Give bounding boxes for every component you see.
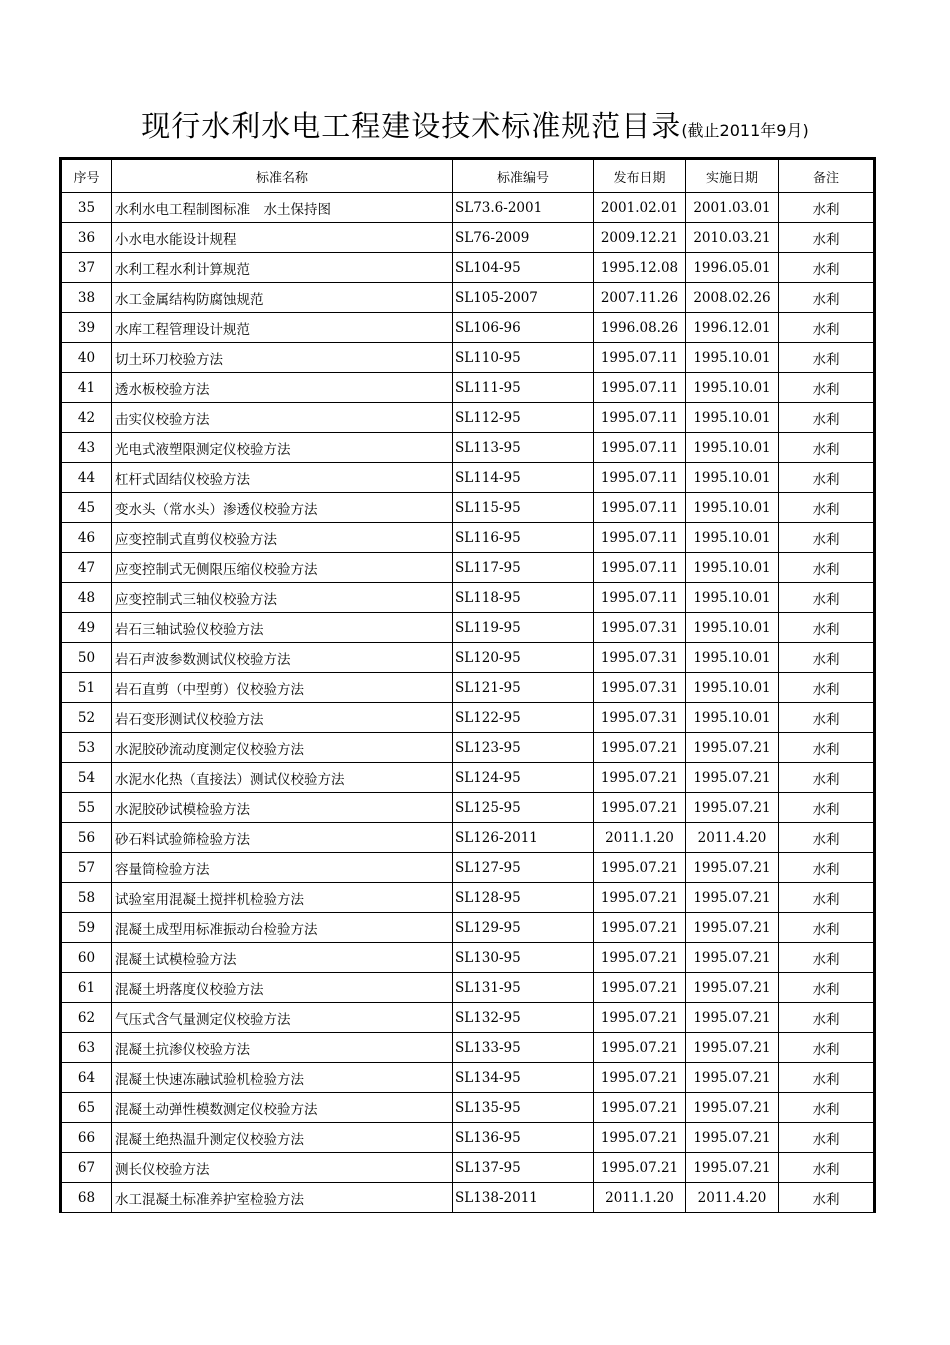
table-row xyxy=(61,583,875,613)
cell-published: 1995.07.21 xyxy=(594,1153,686,1183)
table-header xyxy=(61,159,875,193)
table-row xyxy=(61,343,875,373)
cell-no: 38 xyxy=(61,283,112,313)
cell-no: 64 xyxy=(61,1063,112,1093)
table-row xyxy=(61,733,875,763)
cell-name: 水利水电工程制图标准 水土保持图 xyxy=(112,193,453,223)
cell-no: 35 xyxy=(61,193,112,223)
cell-name: 水利工程水利计算规范 xyxy=(112,253,453,283)
cell-code: SL127-95 xyxy=(453,853,594,883)
cell-implemented: 1995.07.21 xyxy=(686,943,779,973)
cell-code: SL130-95 xyxy=(453,943,594,973)
cell-name: 击实仪校验方法 xyxy=(112,403,453,433)
table-row xyxy=(61,1033,875,1063)
cell-implemented: 1995.10.01 xyxy=(686,373,779,403)
cell-implemented: 2010.03.21 xyxy=(686,223,779,253)
table-row xyxy=(61,763,875,793)
cell-implemented: 1995.07.21 xyxy=(686,763,779,793)
table-row xyxy=(61,1123,875,1153)
cell-published: 1995.07.21 xyxy=(594,883,686,913)
cell-code: SL112-95 xyxy=(453,403,594,433)
cell-published: 1995.07.11 xyxy=(594,463,686,493)
cell-note: 水利 xyxy=(779,1183,875,1213)
cell-note: 水利 xyxy=(779,613,875,643)
cell-name: 岩石声波参数测试仪校验方法 xyxy=(112,643,453,673)
cell-note: 水利 xyxy=(779,193,875,223)
cell-code: SL73.6-2001 xyxy=(453,193,594,223)
header-implemented: 实施日期 xyxy=(686,159,779,193)
cell-name: 测长仪校验方法 xyxy=(112,1153,453,1183)
cell-published: 1995.07.21 xyxy=(594,733,686,763)
cell-note: 水利 xyxy=(779,913,875,943)
cell-note: 水利 xyxy=(779,1063,875,1093)
cell-name: 变水头（常水头）渗透仪校验方法 xyxy=(112,493,453,523)
cell-published: 1995.07.11 xyxy=(594,523,686,553)
cell-published: 1995.07.21 xyxy=(594,973,686,1003)
cell-code: SL135-95 xyxy=(453,1093,594,1123)
cell-published: 1995.07.11 xyxy=(594,493,686,523)
table-row xyxy=(61,883,875,913)
cell-published: 1995.07.31 xyxy=(594,613,686,643)
cell-name: 水工混凝土标准养护室检验方法 xyxy=(112,1183,453,1213)
cell-no: 37 xyxy=(61,253,112,283)
cell-code: SL131-95 xyxy=(453,973,594,1003)
cell-code: SL134-95 xyxy=(453,1063,594,1093)
cell-name: 容量筒检验方法 xyxy=(112,853,453,883)
cell-published: 1995.07.21 xyxy=(594,793,686,823)
cell-code: SL133-95 xyxy=(453,1033,594,1063)
cell-published: 2011.1.20 xyxy=(594,1183,686,1213)
cell-note: 水利 xyxy=(779,1123,875,1153)
cell-code: SL137-95 xyxy=(453,1153,594,1183)
cell-published: 1995.07.21 xyxy=(594,1093,686,1123)
cell-implemented: 1995.07.21 xyxy=(686,1003,779,1033)
cell-implemented: 1995.07.21 xyxy=(686,913,779,943)
cell-published: 2007.11.26 xyxy=(594,283,686,313)
cell-published: 1995.07.31 xyxy=(594,643,686,673)
cell-name: 应变控制式三轴仪校验方法 xyxy=(112,583,453,613)
cell-no: 62 xyxy=(61,1003,112,1033)
cell-name: 水工金属结构防腐蚀规范 xyxy=(112,283,453,313)
cell-note: 水利 xyxy=(779,1033,875,1063)
cell-implemented: 1995.07.21 xyxy=(686,1153,779,1183)
header-code: 标准编号 xyxy=(453,159,594,193)
cell-implemented: 1995.07.21 xyxy=(686,1093,779,1123)
table-row xyxy=(61,703,875,733)
cell-implemented: 1995.07.21 xyxy=(686,883,779,913)
header-name: 标准名称 xyxy=(112,159,453,193)
cell-code: SL117-95 xyxy=(453,553,594,583)
cell-name: 混凝土试模检验方法 xyxy=(112,943,453,973)
cell-name: 应变控制式无侧限压缩仪校验方法 xyxy=(112,553,453,583)
cell-published: 2009.12.21 xyxy=(594,223,686,253)
table-row xyxy=(61,853,875,883)
cell-code: SL114-95 xyxy=(453,463,594,493)
header-row xyxy=(61,159,875,193)
cell-published: 1995.07.21 xyxy=(594,1123,686,1153)
cell-no: 60 xyxy=(61,943,112,973)
cell-note: 水利 xyxy=(779,853,875,883)
cell-no: 36 xyxy=(61,223,112,253)
cell-name: 试验室用混凝土搅拌机检验方法 xyxy=(112,883,453,913)
cell-implemented: 1995.10.01 xyxy=(686,463,779,493)
cell-published: 1995.07.31 xyxy=(594,673,686,703)
table-row xyxy=(61,223,875,253)
cell-code: SL118-95 xyxy=(453,583,594,613)
cell-implemented: 1995.10.01 xyxy=(686,493,779,523)
cell-code: SL129-95 xyxy=(453,913,594,943)
cell-note: 水利 xyxy=(779,763,875,793)
cell-note: 水利 xyxy=(779,313,875,343)
table-row xyxy=(61,523,875,553)
table-row xyxy=(61,373,875,403)
cell-name: 气压式含气量测定仪校验方法 xyxy=(112,1003,453,1033)
cell-implemented: 1996.12.01 xyxy=(686,313,779,343)
cell-no: 49 xyxy=(61,613,112,643)
cell-published: 1995.07.21 xyxy=(594,853,686,883)
cell-name: 透水板校验方法 xyxy=(112,373,453,403)
table-row xyxy=(61,433,875,463)
cell-note: 水利 xyxy=(779,553,875,583)
cell-code: SL126-2011 xyxy=(453,823,594,853)
cell-no: 67 xyxy=(61,1153,112,1183)
table-row xyxy=(61,943,875,973)
cell-published: 1995.07.21 xyxy=(594,943,686,973)
cell-note: 水利 xyxy=(779,823,875,853)
cell-no: 65 xyxy=(61,1093,112,1123)
table-row xyxy=(61,673,875,703)
cell-note: 水利 xyxy=(779,703,875,733)
cell-note: 水利 xyxy=(779,583,875,613)
table-row xyxy=(61,1183,875,1213)
cell-published: 1995.12.08 xyxy=(594,253,686,283)
cell-implemented: 1995.07.21 xyxy=(686,853,779,883)
cell-implemented: 2011.4.20 xyxy=(686,823,779,853)
cell-implemented: 1996.05.01 xyxy=(686,253,779,283)
cell-code: SL110-95 xyxy=(453,343,594,373)
cell-code: SL120-95 xyxy=(453,643,594,673)
cell-implemented: 1995.07.21 xyxy=(686,1123,779,1153)
cell-published: 1995.07.21 xyxy=(594,1003,686,1033)
cell-note: 水利 xyxy=(779,793,875,823)
cell-name: 切土环刀校验方法 xyxy=(112,343,453,373)
cell-note: 水利 xyxy=(779,343,875,373)
cell-published: 2001.02.01 xyxy=(594,193,686,223)
cell-name: 混凝土坍落度仪校验方法 xyxy=(112,973,453,1003)
table-row xyxy=(61,793,875,823)
cell-code: SL106-96 xyxy=(453,313,594,343)
cell-no: 56 xyxy=(61,823,112,853)
table-row xyxy=(61,1003,875,1033)
table-row xyxy=(61,973,875,1003)
table-row xyxy=(61,643,875,673)
cell-published: 2011.1.20 xyxy=(594,823,686,853)
cell-code: SL122-95 xyxy=(453,703,594,733)
cell-name: 砂石料试验筛检验方法 xyxy=(112,823,453,853)
cell-name: 混凝土绝热温升测定仪校验方法 xyxy=(112,1123,453,1153)
cell-name: 应变控制式直剪仪校验方法 xyxy=(112,523,453,553)
cell-published: 1995.07.21 xyxy=(594,913,686,943)
table-row xyxy=(61,313,875,343)
cell-implemented: 1995.10.01 xyxy=(686,523,779,553)
cell-note: 水利 xyxy=(779,403,875,433)
table-row xyxy=(61,823,875,853)
cell-implemented: 1995.10.01 xyxy=(686,343,779,373)
cell-published: 1995.07.21 xyxy=(594,1063,686,1093)
cell-no: 52 xyxy=(61,703,112,733)
cell-no: 61 xyxy=(61,973,112,1003)
title-main: 现行水利水电工程建设技术标准规范目录 xyxy=(141,109,682,143)
cell-implemented: 1995.10.01 xyxy=(686,673,779,703)
cell-published: 1995.07.11 xyxy=(594,433,686,463)
cell-no: 63 xyxy=(61,1033,112,1063)
cell-name: 混凝土抗渗仪校验方法 xyxy=(112,1033,453,1063)
cell-note: 水利 xyxy=(779,223,875,253)
cell-name: 小水电水能设计规程 xyxy=(112,223,453,253)
cell-note: 水利 xyxy=(779,253,875,283)
cell-code: SL125-95 xyxy=(453,793,594,823)
header-no: 序号 xyxy=(61,159,112,193)
cell-name: 岩石直剪（中型剪）仪校验方法 xyxy=(112,673,453,703)
cell-published: 1995.07.21 xyxy=(594,1033,686,1063)
cell-note: 水利 xyxy=(779,1093,875,1123)
cell-code: SL76-2009 xyxy=(453,223,594,253)
cell-name: 水泥水化热（直接法）测试仪校验方法 xyxy=(112,763,453,793)
table-row xyxy=(61,253,875,283)
cell-note: 水利 xyxy=(779,1153,875,1183)
cell-note: 水利 xyxy=(779,523,875,553)
cell-implemented: 1995.10.01 xyxy=(686,613,779,643)
cell-published: 1996.08.26 xyxy=(594,313,686,343)
cell-no: 42 xyxy=(61,403,112,433)
cell-no: 46 xyxy=(61,523,112,553)
table-row xyxy=(61,913,875,943)
cell-code: SL132-95 xyxy=(453,1003,594,1033)
cell-published: 1995.07.11 xyxy=(594,343,686,373)
cell-implemented: 1995.07.21 xyxy=(686,793,779,823)
cell-note: 水利 xyxy=(779,733,875,763)
cell-no: 58 xyxy=(61,883,112,913)
cell-implemented: 2008.02.26 xyxy=(686,283,779,313)
cell-note: 水利 xyxy=(779,643,875,673)
cell-no: 45 xyxy=(61,493,112,523)
cell-no: 59 xyxy=(61,913,112,943)
table-body xyxy=(61,193,875,1213)
cell-implemented: 1995.10.01 xyxy=(686,553,779,583)
cell-no: 66 xyxy=(61,1123,112,1153)
cell-no: 51 xyxy=(61,673,112,703)
table-row xyxy=(61,193,875,223)
table-row xyxy=(61,553,875,583)
cell-name: 水泥胶砂试模检验方法 xyxy=(112,793,453,823)
cell-implemented: 1995.10.01 xyxy=(686,703,779,733)
cell-no: 57 xyxy=(61,853,112,883)
cell-note: 水利 xyxy=(779,943,875,973)
cell-code: SL138-2011 xyxy=(453,1183,594,1213)
standards-table-container xyxy=(59,157,873,1213)
cell-note: 水利 xyxy=(779,463,875,493)
cell-name: 混凝土成型用标准振动台检验方法 xyxy=(112,913,453,943)
cell-published: 1995.07.31 xyxy=(594,703,686,733)
cell-note: 水利 xyxy=(779,673,875,703)
cell-no: 40 xyxy=(61,343,112,373)
cell-name: 混凝土动弹性模数测定仪校验方法 xyxy=(112,1093,453,1123)
table-row xyxy=(61,1093,875,1123)
cell-no: 39 xyxy=(61,313,112,343)
cell-name: 杠杆式固结仪校验方法 xyxy=(112,463,453,493)
cell-code: SL119-95 xyxy=(453,613,594,643)
cell-implemented: 2011.4.20 xyxy=(686,1183,779,1213)
cell-code: SL115-95 xyxy=(453,493,594,523)
cell-name: 岩石变形测试仪校验方法 xyxy=(112,703,453,733)
cell-implemented: 1995.10.01 xyxy=(686,433,779,463)
cell-code: SL116-95 xyxy=(453,523,594,553)
cell-note: 水利 xyxy=(779,973,875,1003)
cell-note: 水利 xyxy=(779,433,875,463)
page-title xyxy=(0,104,950,145)
cell-note: 水利 xyxy=(779,1003,875,1033)
cell-note: 水利 xyxy=(779,493,875,523)
cell-implemented: 1995.07.21 xyxy=(686,1033,779,1063)
title-subtitle: (截止2011年9月) xyxy=(681,121,809,140)
cell-published: 1995.07.11 xyxy=(594,403,686,433)
table-row xyxy=(61,403,875,433)
header-note: 备注 xyxy=(779,159,875,193)
cell-note: 水利 xyxy=(779,283,875,313)
cell-note: 水利 xyxy=(779,883,875,913)
cell-no: 68 xyxy=(61,1183,112,1213)
table-row xyxy=(61,1153,875,1183)
cell-implemented: 1995.07.21 xyxy=(686,973,779,1003)
cell-code: SL104-95 xyxy=(453,253,594,283)
cell-name: 水库工程管理设计规范 xyxy=(112,313,453,343)
cell-published: 1995.07.11 xyxy=(594,373,686,403)
cell-name: 岩石三轴试验仪校验方法 xyxy=(112,613,453,643)
cell-no: 55 xyxy=(61,793,112,823)
cell-no: 53 xyxy=(61,733,112,763)
cell-code: SL124-95 xyxy=(453,763,594,793)
table-row xyxy=(61,1063,875,1093)
cell-implemented: 2001.03.01 xyxy=(686,193,779,223)
cell-implemented: 1995.10.01 xyxy=(686,583,779,613)
cell-published: 1995.07.11 xyxy=(594,553,686,583)
cell-code: SL121-95 xyxy=(453,673,594,703)
cell-note: 水利 xyxy=(779,373,875,403)
cell-implemented: 1995.10.01 xyxy=(686,643,779,673)
cell-implemented: 1995.10.01 xyxy=(686,403,779,433)
cell-code: SL128-95 xyxy=(453,883,594,913)
table-row xyxy=(61,283,875,313)
standards-table xyxy=(59,157,876,1213)
cell-implemented: 1995.07.21 xyxy=(686,1063,779,1093)
cell-no: 41 xyxy=(61,373,112,403)
cell-name: 水泥胶砂流动度测定仪校验方法 xyxy=(112,733,453,763)
cell-no: 43 xyxy=(61,433,112,463)
cell-code: SL123-95 xyxy=(453,733,594,763)
table-row xyxy=(61,463,875,493)
cell-code: SL136-95 xyxy=(453,1123,594,1153)
cell-published: 1995.07.21 xyxy=(594,763,686,793)
cell-no: 44 xyxy=(61,463,112,493)
cell-code: SL113-95 xyxy=(453,433,594,463)
cell-no: 48 xyxy=(61,583,112,613)
cell-no: 47 xyxy=(61,553,112,583)
cell-no: 50 xyxy=(61,643,112,673)
table-row xyxy=(61,613,875,643)
cell-name: 混凝土快速冻融试验机检验方法 xyxy=(112,1063,453,1093)
cell-code: SL105-2007 xyxy=(453,283,594,313)
cell-implemented: 1995.07.21 xyxy=(686,733,779,763)
header-published: 发布日期 xyxy=(594,159,686,193)
cell-no: 54 xyxy=(61,763,112,793)
cell-published: 1995.07.11 xyxy=(594,583,686,613)
cell-code: SL111-95 xyxy=(453,373,594,403)
table-row xyxy=(61,493,875,523)
cell-name: 光电式液塑限测定仪校验方法 xyxy=(112,433,453,463)
